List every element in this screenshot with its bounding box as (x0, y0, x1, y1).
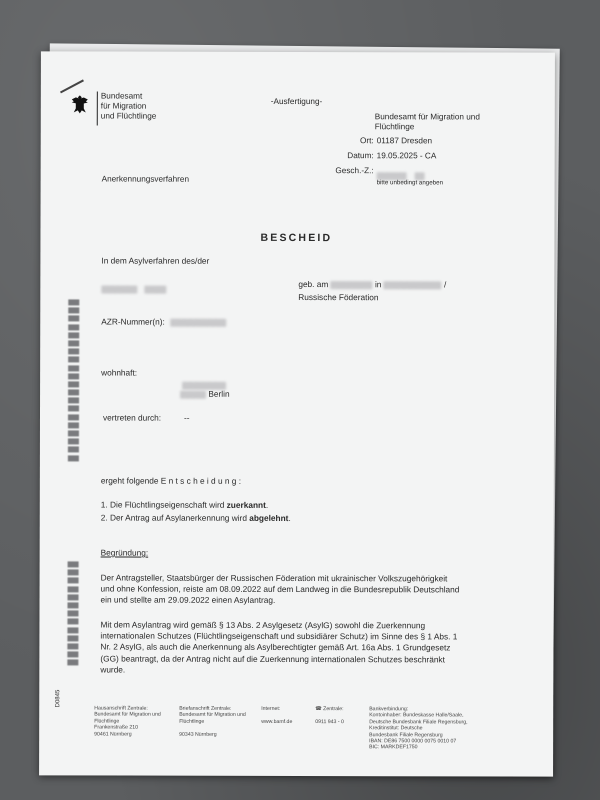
born-prefix: geb. am (298, 279, 329, 290)
office-line: Bundesamt für Migration und (374, 112, 480, 122)
text-line: und ohne Konfession, reiste am 08.09.2022 auf dem Landweg in die Bundesrepublik Deutschland (100, 583, 460, 595)
footer-internet (261, 706, 292, 725)
place-label: Ort: (360, 136, 374, 146)
footer-line: Kontoinhaber: Bundeskasse Halle/Saale, (369, 712, 464, 719)
azr-label: AZR-Nummer(n): (101, 316, 165, 327)
federal-eagle-icon (69, 93, 91, 115)
reference-label: Gesch.-Z.: (335, 166, 374, 176)
footer-heading: Zentrale: (323, 706, 344, 713)
footer-line: 0911 943 - 0 (315, 718, 344, 725)
decision-intro: ergeht folgende E n t s c h e i d u n g : (100, 475, 242, 486)
text-line: Nr. 2 AsylG, als auch die Anerkennung als Asylberechtigter gemäß Art. 16a Abs. 1 Grundgesetz (100, 641, 451, 653)
item-number: 2. (100, 512, 108, 523)
office-line: Flüchtlinge (374, 122, 415, 132)
azr-number (101, 316, 226, 328)
decision-item (101, 499, 268, 511)
decision-item (101, 512, 291, 524)
footer-line: Bundesbank Filiale Regensburg (369, 731, 443, 739)
date-value: 19.05.2025 - CA (376, 151, 437, 161)
office-address (375, 112, 480, 132)
azr-value-redacted (170, 318, 226, 326)
proceeding-intro: In dem Asylverfahren des/der (101, 255, 210, 266)
separator: / (444, 279, 447, 290)
footer-line: 90461 Nürnberg (94, 731, 132, 738)
agency-name-line: und Flüchtlinge (100, 111, 157, 121)
footer-line: Flüchtlinge (179, 718, 205, 725)
copy-label: -Ausfertigung- (270, 96, 323, 107)
place-value: 01187 Dresden (376, 136, 433, 146)
fold-mark (60, 79, 84, 92)
text-line: wurde. (100, 664, 126, 675)
procedure-type: Anerkennungsverfahren (101, 174, 190, 184)
barcode-redacted (68, 299, 79, 463)
city: Berlin (208, 388, 230, 399)
footer-line: Bundesamt für Migration und (94, 711, 161, 719)
logo-divider (97, 91, 98, 125)
text-line: internationalen Schutzes (Flüchtlingseigenschaft und subsidiärer Schutz) im Sinne des § 1 Abs. 1 (100, 630, 458, 642)
footer-line: 90343 Nürnberg (179, 731, 217, 738)
document-code: D0845 (55, 689, 62, 708)
represented-value: -- (183, 412, 190, 423)
country: Russische Föderation (298, 292, 379, 303)
item-text: Der Antrag auf Asylanerkennung wird (109, 512, 250, 523)
item-emphasis: abgelehnt (249, 512, 289, 523)
birth-place-redacted (384, 281, 442, 289)
item-number: 1. (100, 499, 108, 510)
document-page (39, 51, 555, 776)
footer-line: Flüchtlinge (94, 718, 120, 725)
footer-bank (369, 706, 467, 751)
footer-postal-address (179, 706, 246, 738)
date-label: Datum: (347, 151, 374, 161)
agency-name-line: Bundesamt (100, 91, 143, 101)
item-emphasis: zuerkannt (226, 499, 266, 510)
footer-heading: Bankverbindung: (369, 706, 409, 713)
text-line: Mit dem Asylantrag wird gemäß § 13 Abs. 2 Asylgesetz (AsylG) sowohl die Zuerkennung (100, 619, 426, 631)
born-in-label: in (374, 279, 382, 290)
footer-heading: Hausanschrift Zentrale: (94, 705, 148, 712)
footer-phone (315, 706, 344, 725)
footer-line: IBAN: DE86 7500 0000 0075 0010 07 (369, 738, 457, 745)
agency-name (101, 91, 157, 121)
footer-line: www.bamf.de (261, 718, 293, 725)
footer-line: Frankenstraße 210 (94, 724, 139, 731)
reasoning-paragraph (100, 619, 457, 676)
document-title: BESCHEID (260, 231, 333, 245)
item-end: . (265, 499, 269, 510)
birth-date-redacted (331, 281, 373, 289)
reasoning-heading: Begründung: (100, 547, 149, 558)
barcode-redacted (67, 561, 78, 667)
text-line: ein und stellte am 29.09.2022 einen Asylantrag. (100, 594, 276, 606)
residence-city (180, 389, 230, 400)
footer-line: Deutsche Bundesbank Filiale Regensburg, (369, 719, 468, 726)
represented-label: vertreten durch: (102, 412, 162, 423)
footer-heading: Briefanschrift Zentrale: (179, 705, 232, 712)
birth-info (298, 279, 446, 291)
text-line: Der Antragsteller, Staatsbürger der Russischen Föderation mit ukrainischer Volkszugehörigkeit (100, 572, 448, 584)
footer-heading: Internet: (261, 705, 281, 712)
footer-line: Kreditinstitut: Deutsche (369, 725, 423, 732)
footer-line: Bundesamt für Migration und (179, 712, 246, 719)
item-end: . (288, 512, 291, 523)
item-text: Die Flüchtlingseigenschaft wird (109, 499, 227, 510)
postcode-redacted (180, 391, 206, 399)
footer-head-office (94, 705, 161, 737)
applicant-name-redacted (101, 280, 167, 298)
agency-name-line: für Migration (100, 101, 147, 111)
text-line: (GG) beantragt, da der Antrag nicht auf die Zuerkennung internationalen Schutzes beschränkt (100, 653, 445, 664)
footer-line: BIC: MARKDEF1750 (369, 744, 418, 751)
reference-note: bitte unbedingt angeben (376, 179, 444, 187)
phone-icon: ☎ (315, 706, 322, 713)
residence-label: wohnhaft: (101, 367, 138, 378)
reasoning-paragraph (100, 572, 459, 607)
